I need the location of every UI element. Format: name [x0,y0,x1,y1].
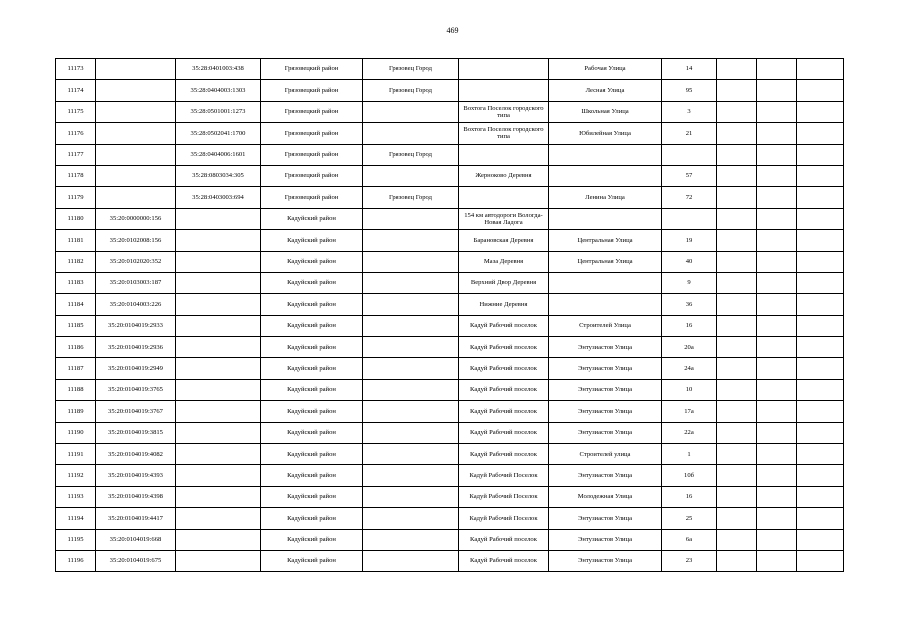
record-number-cell: 11189 [56,401,96,422]
table-row [56,59,844,80]
table-row [56,272,844,293]
empty-cell [797,80,844,101]
empty-cell [757,508,797,529]
cadastral-number-alt-cell: 35:28:0403003:694 [176,187,261,208]
street-cell [549,144,662,165]
cadastral-number-alt-cell [176,379,261,400]
house-number-cell: 1 [662,444,717,465]
street-cell [549,208,662,229]
street-cell: Центральная Улица [549,230,662,251]
record-number-cell: 11173 [56,59,96,80]
empty-cell [797,486,844,507]
empty-cell [757,59,797,80]
table-row [56,401,844,422]
empty-cell [717,101,757,122]
empty-cell [717,550,757,571]
settlement-cell: Верхний Двор Деревня [459,272,549,293]
page-number: 469 [446,26,459,35]
empty-cell [717,230,757,251]
table-row [56,251,844,272]
cadastral-number-cell: 35:20:0104019:2936 [96,337,176,358]
record-number-cell: 11181 [56,230,96,251]
empty-cell [717,508,757,529]
cadastral-number-cell: 35:20:0104019:3815 [96,422,176,443]
settlement-cell: Кадуй Рабочий поселок [459,358,549,379]
settlement-cell [459,59,549,80]
district-cell: Грязовецкий район [261,123,363,144]
table-row [56,187,844,208]
empty-cell [757,315,797,336]
house-number-cell: 25 [662,508,717,529]
table-row [56,337,844,358]
empty-cell [797,59,844,80]
house-number-cell: 23 [662,550,717,571]
cadastral-number-alt-cell [176,230,261,251]
house-number-cell [662,144,717,165]
empty-cell [717,123,757,144]
empty-cell [757,486,797,507]
cadastral-number-cell: 35:20:0104003:226 [96,294,176,315]
empty-cell [717,486,757,507]
house-number-cell: 72 [662,187,717,208]
cadastral-number-cell [96,144,176,165]
street-cell [549,294,662,315]
settlement-cell: Маза Деревня [459,251,549,272]
city-cell [363,165,459,186]
house-number-cell: 24а [662,358,717,379]
cadastral-number-alt-cell: 35:28:0501001:1273 [176,101,261,122]
empty-cell [757,422,797,443]
table-row [56,465,844,486]
table-row [56,230,844,251]
settlement-cell: Вохтога Поселок городского типа [459,101,549,122]
cadastral-number-alt-cell: 35:28:0401003:438 [176,59,261,80]
settlement-cell: Кадуй Рабочий поселок [459,422,549,443]
city-cell [363,251,459,272]
district-cell: Кадуйский район [261,315,363,336]
empty-cell [757,144,797,165]
table-row [56,294,844,315]
empty-cell [717,187,757,208]
city-cell [363,486,459,507]
street-cell: Школьная Улица [549,101,662,122]
record-number-cell: 11184 [56,294,96,315]
district-cell: Кадуйский район [261,401,363,422]
settlement-cell [459,187,549,208]
house-number-cell: 22а [662,422,717,443]
cadastral-number-cell: 35:20:0104019:4398 [96,486,176,507]
street-cell: Строителей улица [549,444,662,465]
settlement-cell: Кадуй Рабочий поселок [459,401,549,422]
empty-cell [797,508,844,529]
settlement-cell: Кадуй Рабочий поселок [459,379,549,400]
record-number-cell: 11193 [56,486,96,507]
empty-cell [757,101,797,122]
district-cell: Грязовецкий район [261,187,363,208]
city-cell [363,337,459,358]
street-cell: Рабочая Улица [549,59,662,80]
district-cell: Кадуйский район [261,337,363,358]
empty-cell [797,165,844,186]
district-cell: Грязовецкий район [261,80,363,101]
district-cell: Грязовецкий район [261,101,363,122]
street-cell: Юбилейная Улица [549,123,662,144]
cadastral-number-alt-cell [176,486,261,507]
settlement-cell: Кадуй Рабочий поселок [459,529,549,550]
empty-cell [717,294,757,315]
empty-cell [717,379,757,400]
city-cell [363,379,459,400]
cadastral-number-alt-cell [176,401,261,422]
record-number-cell: 11195 [56,529,96,550]
settlement-cell: Нижние Деревня [459,294,549,315]
street-cell: Энтузиастов Улица [549,508,662,529]
cadastral-number-cell: 35:20:0000000:156 [96,208,176,229]
cadastral-number-alt-cell [176,337,261,358]
empty-cell [797,529,844,550]
cadastral-number-cell: 35:20:0104019:4393 [96,465,176,486]
empty-cell [757,230,797,251]
street-cell: Энтузиастов Улица [549,422,662,443]
settlement-cell: 154 км автодороги Вологда-Новая Ладога [459,208,549,229]
cadastral-number-alt-cell [176,508,261,529]
cadastral-number-alt-cell [176,358,261,379]
cadastral-number-cell [96,165,176,186]
city-cell [363,422,459,443]
empty-cell [717,337,757,358]
house-number-cell: 17а [662,401,717,422]
district-cell: Кадуйский район [261,529,363,550]
empty-cell [797,358,844,379]
cadastral-number-cell: 35:20:0102020:352 [96,251,176,272]
table-row [56,80,844,101]
empty-cell [797,465,844,486]
empty-cell [757,294,797,315]
record-number-cell: 11178 [56,165,96,186]
cadastral-number-cell: 35:20:0104019:675 [96,550,176,571]
cadastral-number-cell: 35:20:0104019:4082 [96,444,176,465]
empty-cell [717,358,757,379]
table-row [56,165,844,186]
empty-cell [717,444,757,465]
house-number-cell: 16 [662,315,717,336]
district-cell: Кадуйский район [261,272,363,293]
settlement-cell [459,144,549,165]
empty-cell [717,272,757,293]
street-cell: Строителей Улица [549,315,662,336]
record-number-cell: 11182 [56,251,96,272]
cadastral-number-cell [96,187,176,208]
table-row [56,101,844,122]
empty-cell [757,401,797,422]
settlement-cell: Кадуй Рабочий Поселок [459,465,549,486]
record-number-cell: 11186 [56,337,96,358]
empty-cell [757,251,797,272]
empty-cell [757,529,797,550]
city-cell [363,401,459,422]
cadastral-number-cell [96,101,176,122]
district-cell: Кадуйский район [261,444,363,465]
empty-cell [717,465,757,486]
district-cell: Кадуйский район [261,208,363,229]
district-cell: Кадуйский район [261,422,363,443]
district-cell: Грязовецкий район [261,59,363,80]
cadastral-number-alt-cell: 35:28:0803034:305 [176,165,261,186]
record-number-cell: 11192 [56,465,96,486]
street-cell [549,165,662,186]
empty-cell [797,422,844,443]
house-number-cell: 10б [662,465,717,486]
house-number-cell: 95 [662,80,717,101]
cadastral-number-cell: 35:20:0104019:4417 [96,508,176,529]
house-number-cell: 20а [662,337,717,358]
house-number-cell: 6а [662,529,717,550]
district-cell: Кадуйский район [261,230,363,251]
street-cell: Ленина Улица [549,187,662,208]
district-cell: Кадуйский район [261,508,363,529]
cadastral-number-cell: 35:20:0104019:3767 [96,401,176,422]
cadastral-number-alt-cell: 35:28:0404003:1303 [176,80,261,101]
house-number-cell: 21 [662,123,717,144]
city-cell [363,444,459,465]
street-cell: Энтузиастов Улица [549,358,662,379]
settlement-cell: Жерноково Деревня [459,165,549,186]
cadastral-number-alt-cell [176,529,261,550]
street-cell: Молодежная Улица [549,486,662,507]
empty-cell [717,144,757,165]
house-number-cell: 19 [662,230,717,251]
table-row [56,444,844,465]
street-cell: Энтузиастов Улица [549,379,662,400]
empty-cell [797,294,844,315]
empty-cell [717,401,757,422]
cadastral-number-alt-cell [176,422,261,443]
empty-cell [757,123,797,144]
settlement-cell: Вохтога Поселок городского типа [459,123,549,144]
empty-cell [797,123,844,144]
empty-cell [757,550,797,571]
street-cell: Энтузиастов Улица [549,337,662,358]
district-cell: Кадуйский район [261,465,363,486]
city-cell [363,529,459,550]
empty-cell [717,251,757,272]
empty-cell [797,187,844,208]
empty-cell [717,315,757,336]
empty-cell [717,422,757,443]
city-cell [363,358,459,379]
street-cell: Энтузиастов Улица [549,550,662,571]
empty-cell [797,401,844,422]
cadastral-number-cell: 35:20:0102008:156 [96,230,176,251]
table-row [56,144,844,165]
house-number-cell [662,208,717,229]
street-cell: Центральная Улица [549,251,662,272]
house-number-cell: 10 [662,379,717,400]
city-cell [363,208,459,229]
record-number-cell: 11183 [56,272,96,293]
cadastral-number-alt-cell [176,550,261,571]
empty-cell [797,337,844,358]
street-cell: Энтузиастов Улица [549,529,662,550]
district-cell: Кадуйский район [261,486,363,507]
empty-cell [797,230,844,251]
cadastral-number-alt-cell: 35:28:0502041:1700 [176,123,261,144]
cadastral-number-cell: 35:20:0104019:2933 [96,315,176,336]
empty-cell [757,358,797,379]
house-number-cell: 3 [662,101,717,122]
cadastral-number-alt-cell [176,251,261,272]
cadastral-number-cell: 35:20:0104019:668 [96,529,176,550]
empty-cell [757,379,797,400]
record-number-cell: 11176 [56,123,96,144]
house-number-cell: 40 [662,251,717,272]
district-cell: Кадуйский район [261,379,363,400]
cadastral-number-cell: 35:20:0103003:187 [96,272,176,293]
record-number-cell: 11179 [56,187,96,208]
record-number-cell: 11187 [56,358,96,379]
city-cell [363,101,459,122]
record-number-cell: 11180 [56,208,96,229]
city-cell: Грязовец Город [363,59,459,80]
empty-cell [717,165,757,186]
house-number-cell: 16 [662,486,717,507]
city-cell: Грязовец Город [363,80,459,101]
empty-cell [797,444,844,465]
record-number-cell: 11185 [56,315,96,336]
district-cell: Грязовецкий район [261,165,363,186]
table-body [56,59,844,572]
cadastral-number-alt-cell [176,465,261,486]
empty-cell [797,208,844,229]
empty-cell [797,144,844,165]
city-cell [363,294,459,315]
settlement-cell: Кадуй Рабочий Поселок [459,486,549,507]
empty-cell [797,550,844,571]
empty-cell [797,315,844,336]
cadastral-number-cell: 35:20:0104019:3765 [96,379,176,400]
settlement-cell: Кадуй Рабочий Поселок [459,508,549,529]
record-number-cell: 11194 [56,508,96,529]
table-row [56,422,844,443]
cadastral-number-alt-cell [176,315,261,336]
table-row [56,508,844,529]
cadastral-number-alt-cell [176,294,261,315]
cadastral-number-alt-cell [176,444,261,465]
cadastral-number-alt-cell [176,272,261,293]
district-cell: Кадуйский район [261,294,363,315]
city-cell [363,272,459,293]
street-cell [549,272,662,293]
table-row [56,379,844,400]
city-cell [363,465,459,486]
empty-cell [757,187,797,208]
cadastral-number-cell [96,123,176,144]
cadastral-number-cell: 35:20:0104019:2949 [96,358,176,379]
house-number-cell: 9 [662,272,717,293]
empty-cell [757,337,797,358]
record-number-cell: 11190 [56,422,96,443]
empty-cell [717,59,757,80]
cadastral-number-cell [96,80,176,101]
cadastral-number-alt-cell: 35:28:0404006:1601 [176,144,261,165]
table-row [56,315,844,336]
city-cell [363,230,459,251]
empty-cell [757,444,797,465]
property-registry-table [55,58,844,572]
city-cell [363,508,459,529]
city-cell: Грязовец Город [363,144,459,165]
settlement-cell: Кадуй Рабочий поселок [459,444,549,465]
cadastral-number-cell [96,59,176,80]
table-row [56,550,844,571]
house-number-cell: 36 [662,294,717,315]
settlement-cell: Кадуй Рабочий поселок [459,337,549,358]
district-cell: Кадуйский район [261,358,363,379]
empty-cell [717,80,757,101]
city-cell [363,315,459,336]
empty-cell [757,208,797,229]
house-number-cell: 14 [662,59,717,80]
empty-cell [757,272,797,293]
city-cell [363,550,459,571]
empty-cell [797,251,844,272]
record-number-cell: 11196 [56,550,96,571]
settlement-cell [459,80,549,101]
table-row [56,123,844,144]
table-row [56,208,844,229]
cadastral-number-alt-cell [176,208,261,229]
street-cell: Энтузиастов Улица [549,465,662,486]
empty-cell [757,165,797,186]
record-number-cell: 11188 [56,379,96,400]
house-number-cell: 57 [662,165,717,186]
record-number-cell: 11174 [56,80,96,101]
settlement-cell: Кадуй Рабочий поселок [459,315,549,336]
street-cell: Лесная Улица [549,80,662,101]
street-cell: Энтузиастов Улица [549,401,662,422]
empty-cell [797,101,844,122]
empty-cell [757,465,797,486]
settlement-cell: Барановская Деревня [459,230,549,251]
empty-cell [717,208,757,229]
table-row [56,486,844,507]
empty-cell [717,529,757,550]
empty-cell [797,272,844,293]
district-cell: Кадуйский район [261,251,363,272]
empty-cell [797,379,844,400]
city-cell [363,123,459,144]
city-cell: Грязовец Город [363,187,459,208]
settlement-cell: Кадуй Рабочий поселок [459,550,549,571]
table-row [56,358,844,379]
table-row [56,529,844,550]
district-cell: Кадуйский район [261,550,363,571]
empty-cell [757,80,797,101]
record-number-cell: 11191 [56,444,96,465]
record-number-cell: 11177 [56,144,96,165]
district-cell: Грязовецкий район [261,144,363,165]
record-number-cell: 11175 [56,101,96,122]
